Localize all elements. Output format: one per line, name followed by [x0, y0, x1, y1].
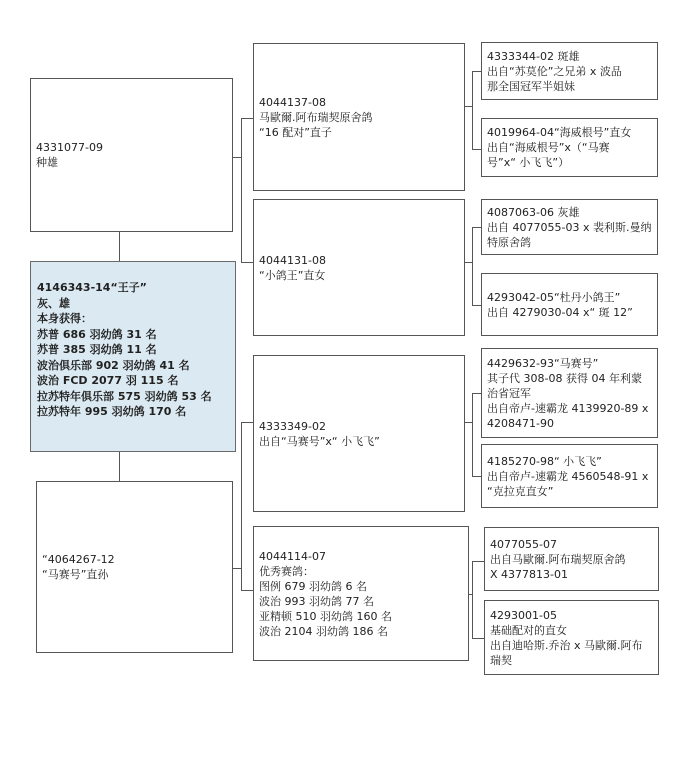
ds-dam-line: 4185270-98“ 小飞飞”	[487, 454, 602, 468]
ss-sire-line: 出自“苏莫伦”之兄弟 x 波品	[487, 64, 622, 78]
subject-line: 4146343-14“王子”	[37, 281, 147, 294]
sire-line: 种雄	[36, 156, 58, 169]
connector-ss-sire	[472, 71, 481, 72]
sd-sire-box	[481, 199, 658, 255]
connector-dd-sire	[472, 561, 484, 562]
sire-sire-box	[253, 43, 465, 191]
subject-line: 本身获得：	[37, 312, 92, 325]
sire-sire-line: 4044137-08	[259, 95, 326, 109]
sd-dam-box	[481, 273, 658, 336]
dam-dam-line: 亚精顿 510 羽幼鸽 160 名	[259, 609, 392, 623]
connector-sire-sire	[241, 118, 253, 119]
connector-ss-trunk	[465, 106, 472, 107]
connector-dam-dam	[241, 590, 253, 591]
ds-dam-box	[481, 444, 658, 508]
ss-sire-line: 4333344-02 斑雄	[487, 49, 580, 63]
dam-dam-line: 波治 2104 羽幼鸽 186 名	[259, 624, 388, 638]
ds-sire-line: 4208471-90	[487, 416, 554, 430]
connector-dd-bracket	[472, 561, 473, 638]
dam-sire-box	[253, 355, 465, 512]
subject-box	[30, 261, 236, 452]
connector-subject-dam	[119, 452, 120, 481]
connector-sire-bracket	[241, 118, 242, 262]
dd-sire-line: 4077055-07	[490, 537, 557, 551]
connector-sire-subject	[119, 232, 120, 261]
sd-dam-line: 出自 4279030-04 x“ 斑 12”	[487, 305, 633, 319]
ss-dam-line: 号”x“ 小飞飞”）	[487, 156, 570, 169]
connector-ds-bracket	[472, 393, 473, 476]
connector-dam-bracket	[241, 422, 242, 590]
ss-sire-line: 那全国冠军半姐妹	[487, 79, 575, 93]
subject-line: 波治 FCD 2077 羽 115 名	[37, 374, 179, 387]
connector-ds-trunk	[465, 422, 472, 423]
dam-line: “马赛号”直孙	[42, 568, 109, 581]
dd-dam-line: 出自迪哈斯.乔治 x 马歐爾.阿布	[490, 638, 643, 652]
dd-dam-line: 瑞契	[490, 653, 512, 667]
dam-box	[36, 481, 233, 653]
sire-sire-line: 马歐爾.阿布瑞契原舍鸽	[259, 110, 373, 124]
subject-line: 拉苏特年 995 羽幼鸽 170 名	[37, 405, 187, 418]
sire-sire-line: “16 配对”直子	[259, 125, 332, 139]
dam-line: “4064267-12	[42, 553, 115, 566]
ss-sire-box	[481, 42, 658, 100]
ss-dam-line: 出自“海威根号”x（“马赛	[487, 141, 610, 154]
dam-sire-line: 4333349-02	[259, 419, 326, 433]
connector-ss-bracket	[472, 71, 473, 149]
sd-sire-line: 出自 4077055-03 x 裴利斯.曼纳	[487, 220, 652, 234]
ds-sire-line: 出自帝卢-速霸龙 4139920-89 x	[487, 401, 649, 415]
connector-dam-trunk	[233, 568, 241, 569]
ds-sire-line: 治省冠军	[487, 386, 531, 400]
connector-ds-dam	[472, 476, 481, 477]
dd-dam-line: 基础配对的直女	[490, 623, 567, 637]
sire-line: 4331077-09	[36, 141, 103, 154]
connector-sd-sire	[472, 227, 481, 228]
dd-dam-line: 4293001-05	[490, 608, 557, 622]
ss-dam-box	[481, 118, 658, 177]
connector-sire-dam	[241, 262, 253, 263]
sire-dam-line: 4044131-08	[259, 253, 326, 267]
ds-dam-line: 出自帝卢-速霸龙 4560548-91 x	[487, 469, 649, 483]
subject-line: 拉苏特年俱乐部 575 羽幼鸽 53 名	[37, 389, 212, 403]
ss-dam-line: 4019964-04“海威根号”直女	[487, 126, 632, 139]
dd-sire-box	[484, 527, 659, 591]
connector-dd-dam	[472, 638, 484, 639]
ds-sire-box	[481, 348, 658, 438]
sd-sire-line: 4087063-06 灰雄	[487, 205, 580, 219]
connector-dam-sire	[241, 422, 253, 423]
connector-ds-sire	[472, 393, 481, 394]
ds-sire-line: 其子代 308-08 获得 04 年利蒙	[487, 371, 642, 385]
sire-dam-box	[253, 199, 465, 336]
ds-sire-line: 4429632-93“马赛号”	[487, 356, 599, 370]
sire-dam-line: “小鸽王”直女	[259, 268, 326, 282]
sd-sire-line: 特原舍鸽	[487, 235, 531, 249]
ds-dam-line: “克拉克直女”	[487, 484, 554, 498]
connector-ss-dam	[472, 149, 481, 150]
dam-sire-line: 出自“马赛号”x“ 小飞飞”	[259, 434, 380, 448]
connector-sd-dam	[472, 305, 481, 306]
connector-sire-trunk	[233, 157, 241, 158]
subject-line: 苏普 686 羽幼鸽 31 名	[37, 327, 157, 341]
dd-sire-line: X 4377813-01	[490, 567, 568, 581]
subject-line: 波治俱乐部 902 羽幼鸽 41 名	[37, 358, 190, 372]
connector-sd-bracket	[472, 227, 473, 305]
dam-dam-line: 图例 679 羽幼鸽 6 名	[259, 579, 367, 593]
dam-dam-line: 波治 993 羽幼鸽 77 名	[259, 594, 374, 608]
dd-sire-line: 出自马歐爾.阿布瑞契原舍鸽	[490, 552, 626, 566]
subject-line: 苏普 385 羽幼鸽 11 名	[37, 343, 157, 356]
dam-dam-line: 4044114-07	[259, 549, 326, 563]
sire-box	[30, 78, 233, 232]
sd-dam-line: 4293042-05“杜丹小鸽王”	[487, 290, 621, 304]
dam-dam-box	[253, 526, 469, 661]
connector-sd-trunk	[465, 262, 472, 263]
subject-line: 灰、雄	[37, 296, 70, 310]
dam-dam-line: 优秀赛鸽：	[259, 564, 314, 578]
dd-dam-box	[484, 600, 659, 675]
